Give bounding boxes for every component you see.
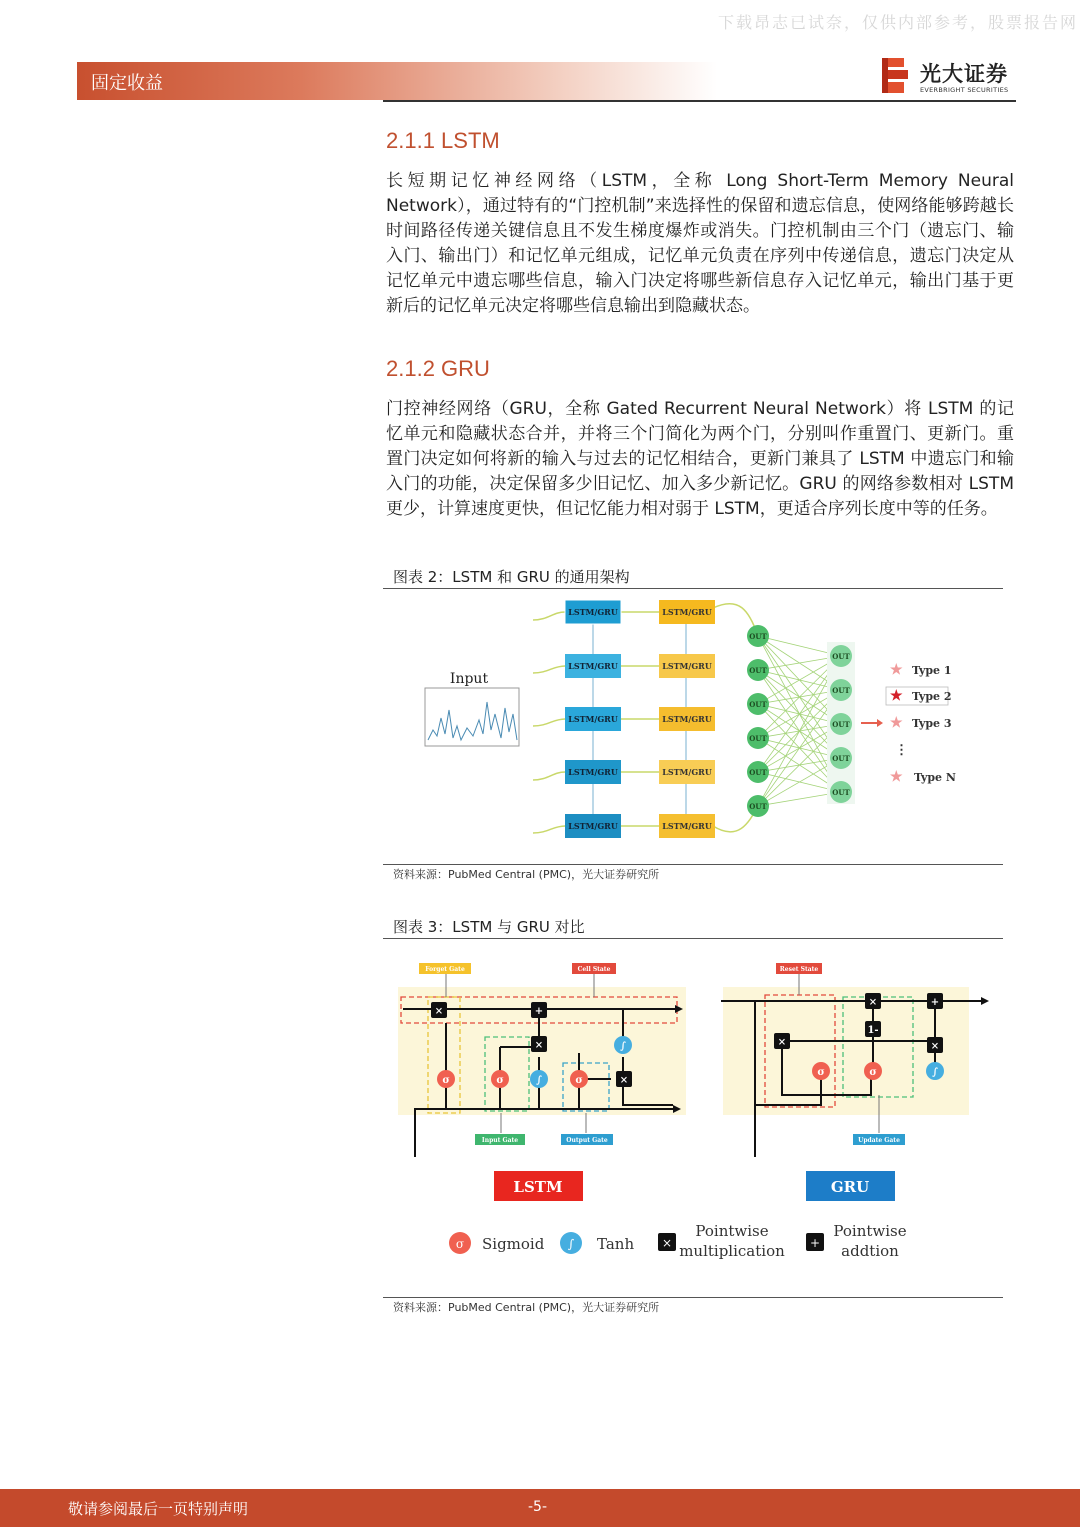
figure2-bottom-rule <box>383 864 1003 865</box>
svg-text:σ: σ <box>869 1067 877 1078</box>
cell-label-r1: LSTM/GRU <box>662 607 712 617</box>
cell-label-r2: LSTM/GRU <box>662 661 712 671</box>
svg-text:×: × <box>868 997 878 1008</box>
star-icon: ★ <box>890 688 903 704</box>
legend-mult-line1: Pointwise <box>695 1222 769 1240</box>
output-gate-label: Output Gate <box>566 1137 608 1144</box>
logo-icon <box>880 58 912 96</box>
cell-label-l4: LSTM/GRU <box>568 767 618 777</box>
cell-label-r4: LSTM/GRU <box>662 767 712 777</box>
footer-disclaimer[interactable]: 敬请参阅最后一页特别声明 <box>68 1500 249 1518</box>
svg-text:σ: σ <box>496 1075 504 1086</box>
svg-text:+: + <box>930 997 940 1008</box>
legend-tanh: Tanh <box>597 1235 635 1253</box>
type-label: Type 3 <box>912 717 952 730</box>
logo-title: 光大证券 <box>920 62 1008 86</box>
svg-text:×: × <box>534 1040 544 1051</box>
out-node-label: OUT <box>749 666 767 675</box>
input-label: Input <box>449 671 489 687</box>
star-icon: ★ <box>890 769 903 785</box>
svg-text:×: × <box>619 1075 629 1086</box>
out-node-label: OUT <box>749 734 767 743</box>
reset-state-label: Reset State <box>779 966 819 973</box>
heading-gru: 2.1.2 GRU <box>386 356 490 381</box>
heading-lstm: 2.1.1 LSTM <box>386 128 500 153</box>
page-number: -5- <box>528 1499 548 1515</box>
out-node-label: OUT <box>832 686 850 695</box>
out-node-label: OUT <box>832 788 850 797</box>
out-node-label: OUT <box>749 700 767 709</box>
input-gate-label: Input Gate <box>481 1137 519 1144</box>
svg-text:σ: σ <box>817 1067 825 1078</box>
legend-add-line2: addtion <box>841 1242 899 1260</box>
legend-add-line1: Pointwise <box>833 1222 907 1240</box>
svg-text:σ: σ <box>575 1075 583 1086</box>
footer <box>0 1489 1080 1527</box>
figure2-title: 图表 2：LSTM 和 GRU 的通用架构 <box>393 568 630 586</box>
svg-text:+: + <box>809 1236 821 1250</box>
out-node-label: OUT <box>832 720 850 729</box>
type-label: Type N <box>914 771 956 784</box>
cell-label-l1: LSTM/GRU <box>568 607 618 617</box>
svg-text:×: × <box>661 1236 673 1250</box>
type-label: Type 2 <box>912 690 952 703</box>
cell-label-r3: LSTM/GRU <box>662 714 712 724</box>
figure3-source: 资料来源：PubMed Central (PMC)，光大证券研究所 <box>393 1301 660 1314</box>
paragraph-lstm: 长短期记忆神经网络（LSTM，全称 Long Short-Term Memory Neural Network），通过特有的“门控机制”来选择性的保留和遗忘信息，使网络能够跨越长时间路径传递关键信息且不发生梯度爆炸或消失。门控机制由三个门（遗忘门、输入门、输出门）和记忆单元组成，记忆单元负责在序列中传递信息，遗忘门决定从记忆单元中遗忘哪些信息，输入门决定将哪些新信息存入记忆单元，输出门基于更新后的记忆单元决定将哪些信息输出到隐藏状态。 <box>386 171 1014 316</box>
svg-text:×: × <box>930 1041 940 1052</box>
forget-gate-label: Forget Gate <box>425 966 465 973</box>
svg-text:σ: σ <box>455 1237 465 1251</box>
out-node-label: OUT <box>749 632 767 641</box>
svg-text:×: × <box>434 1006 444 1017</box>
svg-text:×: × <box>777 1037 787 1048</box>
ellipsis: ⋮ <box>895 743 908 758</box>
lstm-label: LSTM <box>513 1178 563 1196</box>
cell-label-l2: LSTM/GRU <box>568 661 618 671</box>
header-band <box>77 62 717 100</box>
figure2-architecture-diagram <box>383 590 1003 864</box>
type-label: Type 1 <box>912 664 952 677</box>
legend-sigmoid: Sigmoid <box>482 1235 545 1253</box>
gru-label: GRU <box>830 1178 870 1196</box>
svg-text:σ: σ <box>442 1075 450 1086</box>
cell-label-l3: LSTM/GRU <box>568 714 618 724</box>
figure2-top-rule <box>383 588 1003 589</box>
header-rule <box>383 100 1016 102</box>
cell-state-label: Cell State <box>577 966 611 973</box>
figure3-top-rule <box>383 938 1003 939</box>
out-node-label: OUT <box>832 754 850 763</box>
section-label: 固定收益 <box>91 73 163 94</box>
legend-mult-line2: multiplication <box>679 1242 785 1260</box>
figure3-title: 图表 3：LSTM 与 GRU 对比 <box>393 918 585 936</box>
cell-label-l5: LSTM/GRU <box>568 821 618 831</box>
logo <box>880 58 1020 98</box>
figure3-bottom-rule <box>383 1297 1003 1298</box>
star-icon: ★ <box>890 715 903 731</box>
cell-label-r5: LSTM/GRU <box>662 821 712 831</box>
logo-subtitle: EVERBRIGHT SECURITIES <box>920 86 1009 94</box>
figure3-comparison-diagram <box>383 945 1003 1295</box>
out-node-label: OUT <box>749 768 767 777</box>
svg-text:∫: ∫ <box>567 1237 575 1251</box>
svg-text:+: + <box>534 1006 544 1017</box>
paragraph-gru: 门控神经网络（GRU，全称 Gated Recurrent Neural Network）将 LSTM 的记忆单元和隐藏状态合并，并将三个门简化为两个门，分别叫作重置门、更新门。重置门决定如何将新的输入与过去的记忆相结合，更新门兼具了 LSTM 中遗忘门和输入门的功能，决定保留多少旧记忆、加入多少新记忆。GRU 的网络参数相对 LSTM 更少，计算速度更快，但记忆能力相对弱于 LSTM，更适合序列长度中等的任务。 <box>386 399 1014 519</box>
figure2-source: 资料来源：PubMed Central (PMC)，光大证券研究所 <box>393 868 660 881</box>
svg-text:1-: 1- <box>867 1025 879 1036</box>
out-node-label: OUT <box>832 652 850 661</box>
svg-text:∫: ∫ <box>536 1075 542 1086</box>
star-icon: ★ <box>890 662 903 678</box>
update-gate-label: Update Gate <box>858 1137 900 1144</box>
svg-text:∫: ∫ <box>620 1041 626 1052</box>
svg-text:∫: ∫ <box>932 1067 938 1078</box>
out-node-label: OUT <box>749 802 767 811</box>
watermark: 下载昂志已试奈，仅供内部参考，股票报告网 <box>717 13 1078 32</box>
